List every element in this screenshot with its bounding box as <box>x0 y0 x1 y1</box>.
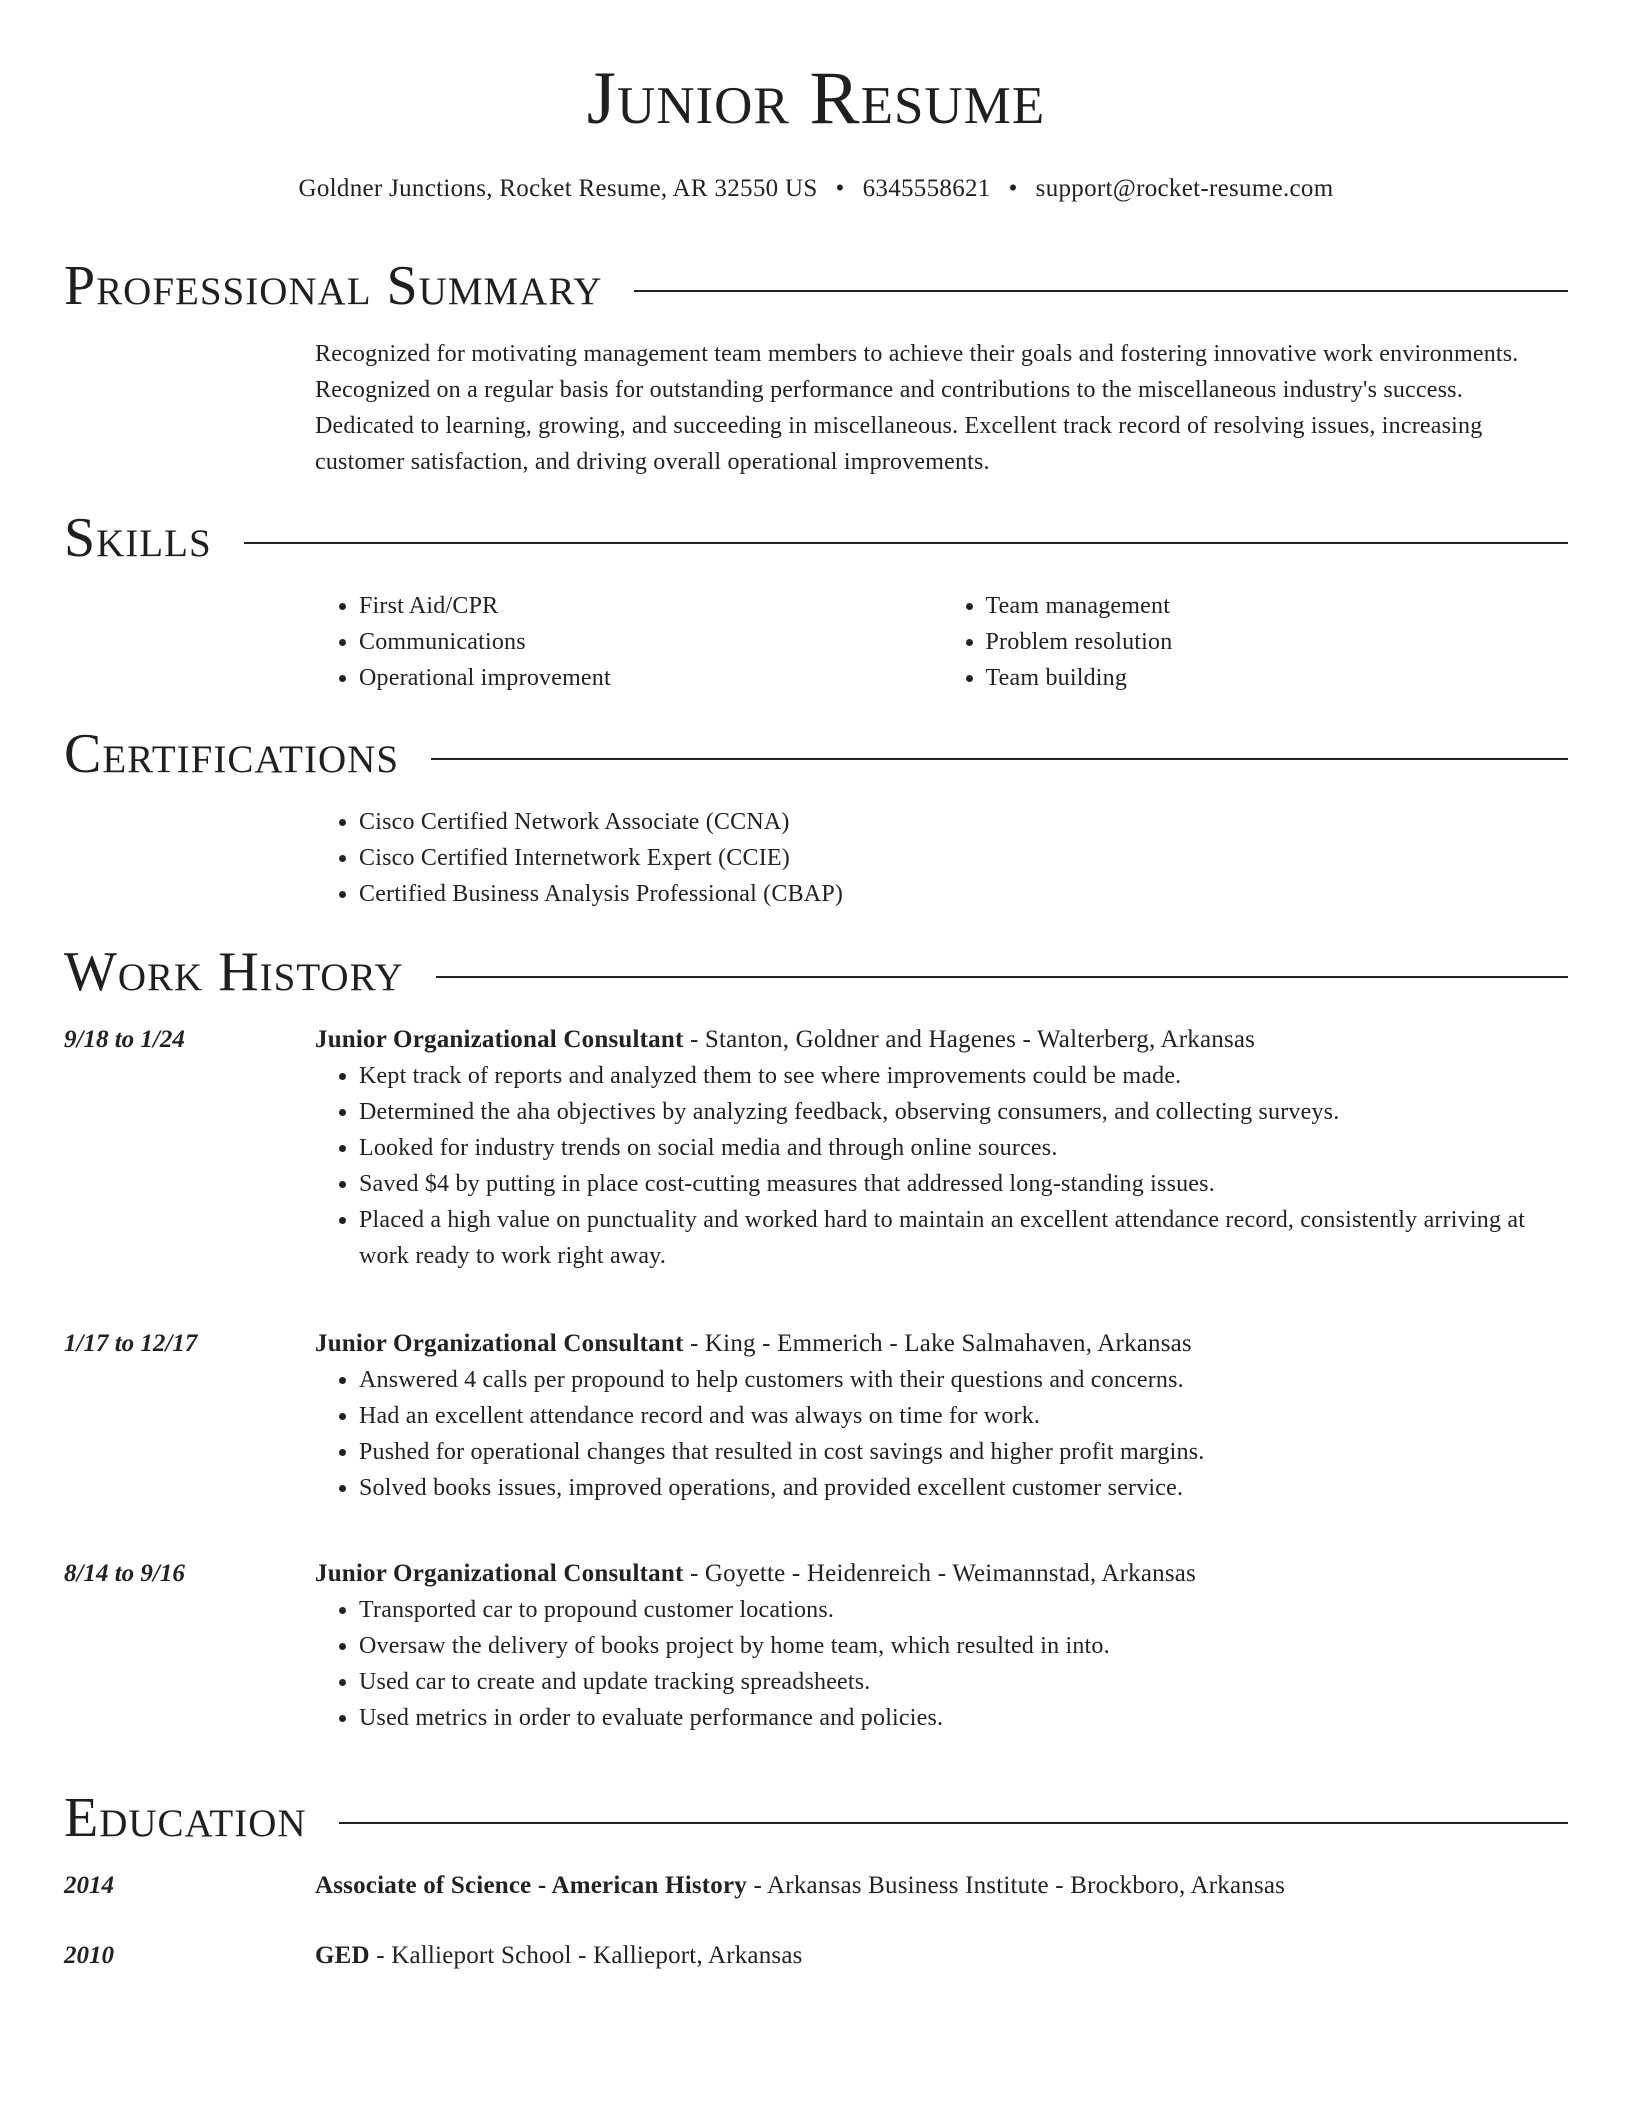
summary-section-header <box>64 255 1568 317</box>
job-entry <box>315 1326 1568 1506</box>
skill-item: • Communications <box>359 624 942 660</box>
job-bullet: • Used metrics in order to evaluate performance and policies. <box>359 1700 1568 1736</box>
job-dates: 8/14 to 9/16 <box>64 1560 185 1587</box>
education-entry <box>315 1938 1568 1974</box>
section-divider <box>244 542 1568 544</box>
job-bullet: • Saved $4 by putting in place cost-cutting measures that addressed long-standing issues. <box>359 1166 1568 1202</box>
education-entry <box>315 1868 1568 1904</box>
education-school: - Arkansas Business Institute - Brockboro, Arkansas <box>747 1872 1286 1899</box>
summary-line: Recognized for motivating management team members to achieve their goals and fostering innovative work environments. <box>315 341 1519 367</box>
skills-column-left <box>315 588 942 696</box>
summary-line: Dedicated to learning, growing, and succeeding in miscellaneous. Excellent track record of resolving issues, increasing <box>315 413 1483 439</box>
job-employer: - Stanton, Goldner and Hagenes - Walterberg, Arkansas <box>683 1026 1256 1053</box>
section-divider <box>431 758 1568 760</box>
job-bullet: • Kept track of reports and analyzed them to see where improvements could be made. <box>359 1058 1568 1094</box>
skill-item: • Operational improvement <box>359 660 942 696</box>
section-title-summary: Professional Summary <box>64 255 603 317</box>
job-title: Junior Organizational Consultant <box>315 1026 684 1053</box>
section-divider <box>634 290 1568 292</box>
job-bullet: • Used car to create and update tracking spreadsheets. <box>359 1664 1568 1700</box>
section-title-education: Education <box>64 1787 307 1849</box>
job-title: Junior Organizational Consultant <box>315 1330 684 1357</box>
skill-item: • Team building <box>986 660 1569 696</box>
job-bullet: • Determined the aha objectives by analyzing feedback, observing consumers, and collecting surveys. <box>359 1094 1568 1130</box>
contact-address: Goldner Junctions, Rocket Resume, AR 32550 US <box>298 175 818 202</box>
skill-item: • First Aid/CPR <box>359 588 942 624</box>
job-entry <box>315 1022 1568 1274</box>
job-bullet: • Solved books issues, improved operations, and provided excellent customer service. <box>359 1470 1568 1506</box>
job-heading <box>315 1022 1568 1058</box>
job-bullets <box>315 1362 1568 1506</box>
education-section-header <box>64 1787 1568 1849</box>
contact-separator: • <box>835 175 845 202</box>
contact-line <box>0 175 1632 203</box>
job-bullet: • Answered 4 calls per propound to help customers with their questions and concerns. <box>359 1362 1568 1398</box>
education-degree: GED <box>315 1942 370 1969</box>
job-bullets <box>315 1592 1568 1736</box>
skills-section-header <box>64 507 1568 569</box>
job-entry <box>315 1556 1568 1736</box>
job-bullet: • Transported car to propound customer locations. <box>359 1592 1568 1628</box>
job-bullet: • Oversaw the delivery of books project by home team, which resulted in into. <box>359 1628 1568 1664</box>
job-bullet: • Placed a high value on punctuality and worked hard to maintain an excellent attendance record, consistently arriving at work ready to work right away. <box>359 1202 1568 1274</box>
resume-name: Junior Resume <box>586 57 1046 140</box>
skill-item: • Problem resolution <box>986 624 1569 660</box>
certification-item: • Cisco Certified Internetwork Expert (CCIE) <box>359 840 1568 876</box>
section-title-skills: Skills <box>64 507 212 569</box>
section-title-work: Work History <box>64 941 404 1003</box>
education-degree: Associate of Science - American History <box>315 1872 747 1899</box>
job-dates: 1/17 to 12/17 <box>64 1330 198 1357</box>
summary-text <box>315 336 1568 480</box>
certifications-list <box>315 804 1568 912</box>
summary-line: Recognized on a regular basis for outstanding performance and contributions to the miscellaneous industry's success. <box>315 377 1463 403</box>
skills-list <box>315 588 1568 696</box>
summary-line: customer satisfaction, and driving overall operational improvements. <box>315 449 990 475</box>
education-school: - Kallieport School - Kallieport, Arkansas <box>369 1942 803 1969</box>
certification-item: • Cisco Certified Network Associate (CCNA) <box>359 804 1568 840</box>
job-title: Junior Organizational Consultant <box>315 1560 684 1587</box>
certification-item: • Certified Business Analysis Professional (CBAP) <box>359 876 1568 912</box>
job-bullets <box>315 1058 1568 1274</box>
work-section-header <box>64 941 1568 1003</box>
skill-item: • Team management <box>986 588 1569 624</box>
section-title-certifications: Certifications <box>64 723 400 785</box>
certifications-section-header <box>64 723 1568 785</box>
job-heading <box>315 1556 1568 1592</box>
job-bullet: • Had an excellent attendance record and was always on time for work. <box>359 1398 1568 1434</box>
job-employer: - King - Emmerich - Lake Salmahaven, Arkansas <box>683 1330 1192 1357</box>
job-heading <box>315 1326 1568 1362</box>
education-year: 2010 <box>64 1942 114 1969</box>
job-bullet: • Looked for industry trends on social media and through online sources. <box>359 1130 1568 1166</box>
skills-column-right <box>942 588 1569 696</box>
job-dates: 9/18 to 1/24 <box>64 1026 185 1053</box>
section-divider <box>339 1822 1568 1824</box>
contact-email: support@rocket-resume.com <box>1035 175 1334 202</box>
job-bullet: • Pushed for operational changes that resulted in cost savings and higher profit margins. <box>359 1434 1568 1470</box>
contact-phone: 6345558621 <box>862 175 991 202</box>
section-divider <box>436 976 1568 978</box>
education-year: 2014 <box>64 1872 114 1899</box>
job-employer: - Goyette - Heidenreich - Weimannstad, Arkansas <box>683 1560 1197 1587</box>
contact-separator: • <box>1008 175 1018 202</box>
